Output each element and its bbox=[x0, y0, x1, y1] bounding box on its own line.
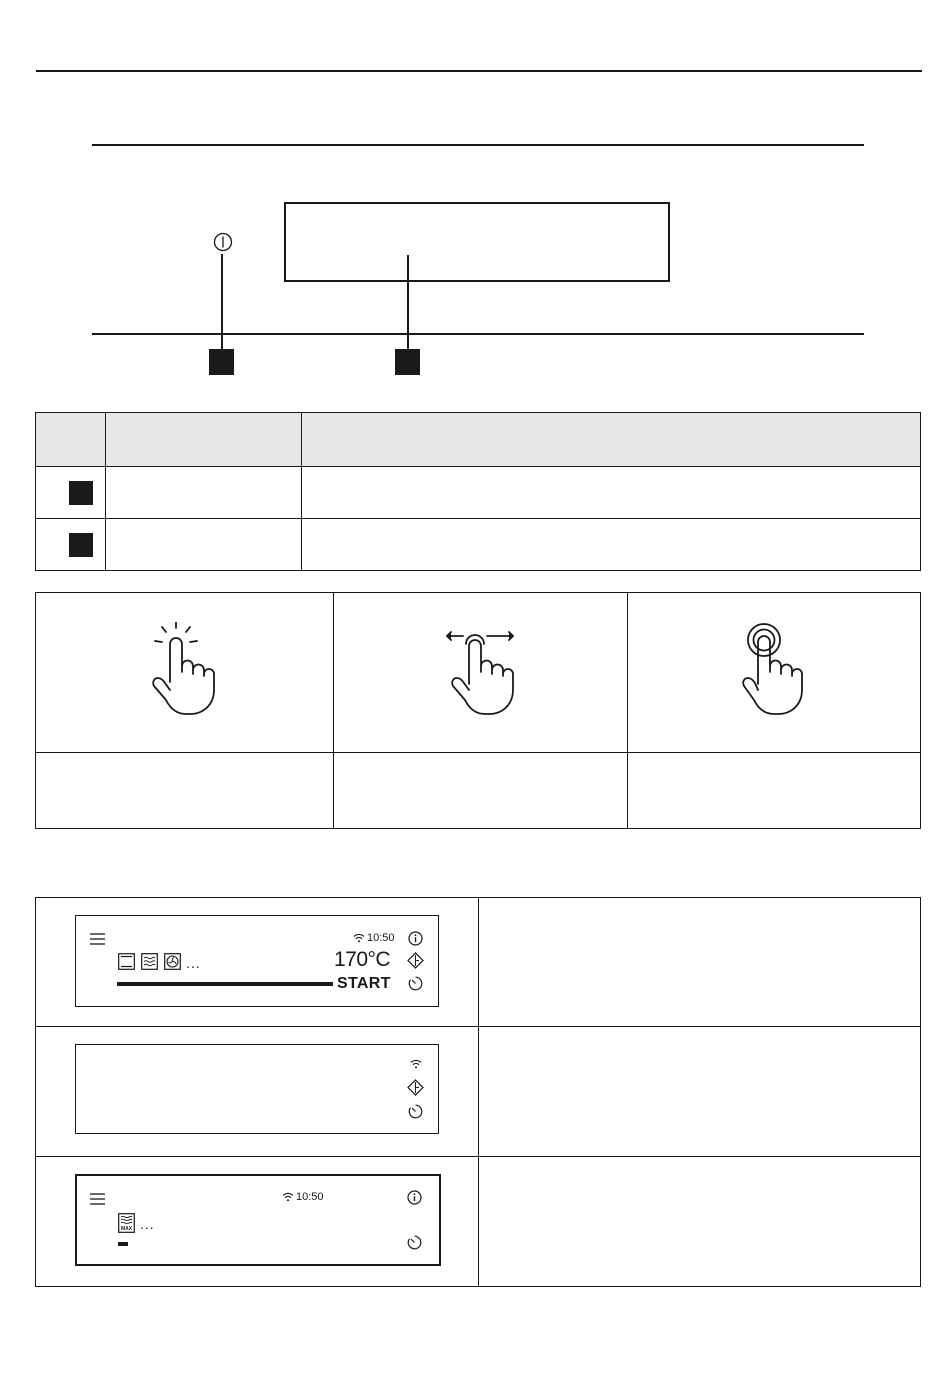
top-rule bbox=[36, 70, 922, 72]
callout-marker-2 bbox=[69, 533, 93, 557]
gesture-cell-swipe bbox=[334, 593, 628, 753]
clock-readout: 10:50 bbox=[367, 932, 395, 944]
display-state-cell-2 bbox=[36, 1027, 479, 1157]
table-row bbox=[36, 1027, 921, 1157]
legend-header-row bbox=[36, 413, 921, 467]
display-states-table bbox=[35, 897, 921, 1287]
swipe-gesture-icon bbox=[445, 622, 517, 718]
callout-2 bbox=[395, 349, 420, 375]
max-label: MAX bbox=[120, 1225, 133, 1232]
gesture-cell-press bbox=[628, 593, 921, 753]
progress-indicator bbox=[118, 1242, 128, 1246]
progress-bar bbox=[117, 982, 333, 986]
legend-number-cell bbox=[36, 519, 106, 571]
display-state-cell-3 bbox=[36, 1157, 479, 1287]
display-screen-max-steam[interactable] bbox=[75, 1174, 441, 1266]
steam-start-icon[interactable] bbox=[407, 1079, 424, 1096]
callout-marker-1 bbox=[69, 481, 93, 505]
wifi-icon bbox=[282, 1192, 294, 1202]
legend-function-cell bbox=[106, 519, 302, 571]
start-label[interactable]: START bbox=[337, 975, 391, 992]
power-icon[interactable] bbox=[212, 231, 234, 253]
panel-bottom-edge bbox=[92, 333, 864, 335]
legend-header-description bbox=[302, 413, 921, 467]
timer-icon[interactable] bbox=[408, 1104, 423, 1119]
gesture-label-swipe bbox=[334, 753, 628, 829]
display-screen-standby[interactable] bbox=[75, 1044, 439, 1134]
table-row bbox=[36, 519, 921, 571]
temperature-readout[interactable]: 170°C bbox=[334, 948, 391, 971]
display-state-description-3 bbox=[479, 1157, 921, 1287]
legend-description-cell bbox=[302, 467, 921, 519]
gesture-label-row bbox=[36, 753, 921, 829]
legend-function-cell bbox=[106, 467, 302, 519]
display-state-description-1 bbox=[479, 898, 921, 1027]
legend-header-function bbox=[106, 413, 302, 467]
fan-icon[interactable] bbox=[164, 953, 181, 970]
conventional-heating-icon[interactable] bbox=[118, 953, 135, 970]
more-functions[interactable]: ... bbox=[186, 955, 201, 971]
gesture-label-press bbox=[628, 753, 921, 829]
gesture-label-tap bbox=[36, 753, 334, 829]
info-icon[interactable] bbox=[407, 1190, 422, 1205]
menu-icon[interactable] bbox=[90, 933, 105, 945]
legend-description-cell bbox=[302, 519, 921, 571]
legend-header-number bbox=[36, 413, 106, 467]
display-state-description-2 bbox=[479, 1027, 921, 1157]
menu-icon[interactable] bbox=[90, 1193, 105, 1205]
gesture-cell-tap bbox=[36, 593, 334, 753]
timer-icon[interactable] bbox=[407, 1235, 422, 1250]
timer-icon[interactable] bbox=[408, 976, 423, 991]
clock-readout: 10:50 bbox=[296, 1191, 324, 1203]
panel-top-edge bbox=[92, 144, 864, 146]
gesture-table bbox=[35, 592, 921, 829]
wifi-icon bbox=[353, 933, 365, 943]
legend-number-cell bbox=[36, 467, 106, 519]
table-row bbox=[36, 898, 921, 1027]
more-functions[interactable]: ... bbox=[140, 1216, 155, 1232]
panel-display[interactable] bbox=[284, 202, 670, 282]
steam-max-icon[interactable] bbox=[118, 1213, 135, 1233]
info-icon[interactable] bbox=[408, 931, 423, 946]
tap-gesture-icon bbox=[150, 622, 220, 718]
steam-icon[interactable] bbox=[141, 953, 158, 970]
display-state-cell-1 bbox=[36, 898, 479, 1027]
callout-1 bbox=[209, 349, 234, 375]
table-row bbox=[36, 1157, 921, 1287]
leader-line-1 bbox=[221, 254, 223, 351]
press-hold-gesture-icon bbox=[742, 622, 806, 718]
table-row bbox=[36, 467, 921, 519]
legend-table bbox=[35, 412, 921, 571]
leader-line-2 bbox=[407, 255, 409, 351]
display-screen-active[interactable] bbox=[75, 915, 439, 1007]
wifi-icon bbox=[410, 1059, 422, 1069]
gesture-icon-row bbox=[36, 593, 921, 753]
steam-start-icon[interactable] bbox=[407, 952, 424, 969]
